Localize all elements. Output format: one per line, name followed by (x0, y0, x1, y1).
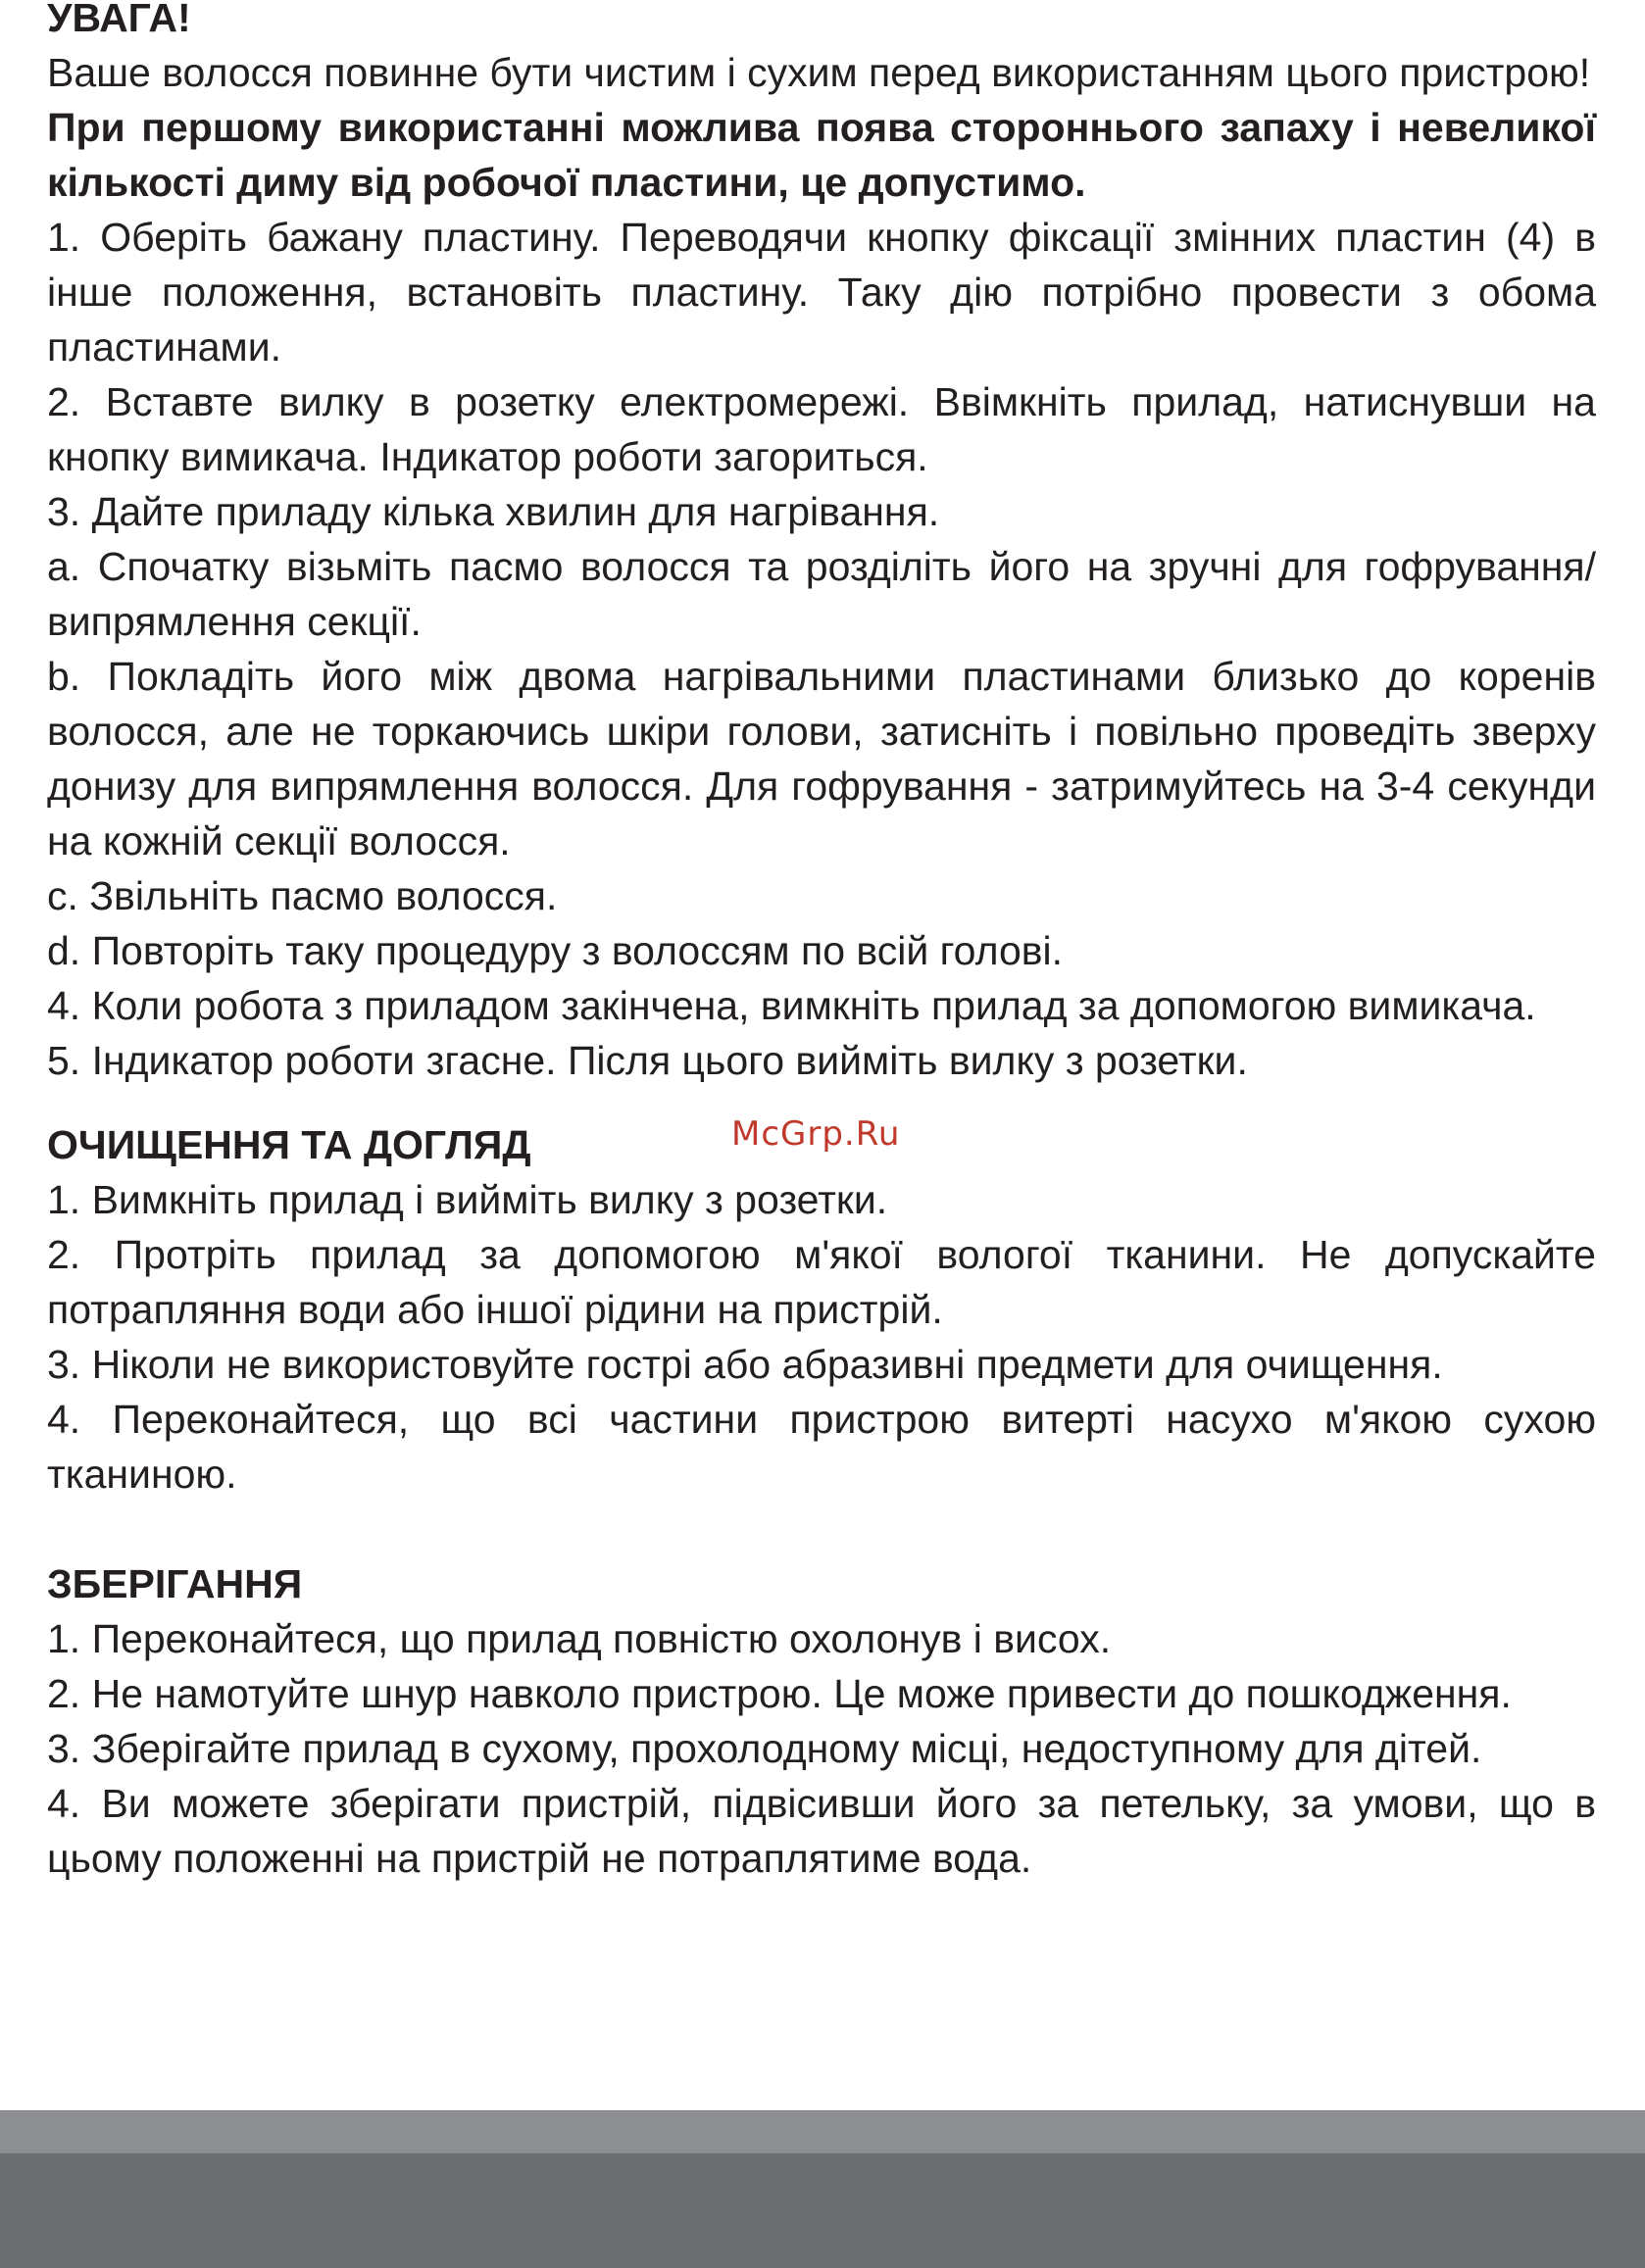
step-3c: c. Звільніть пасмо волосся. (47, 873, 558, 918)
storage-title: ЗБЕРІГАННЯ (47, 1561, 303, 1606)
step-2: 2. Вставте вилку в розетку електромережі. Ввімкніть прилад, натиснувши на кнопку вимикача. Індикатор роботи загориться. (47, 379, 1596, 479)
warning-text: Ваше волосся повинне бути чистим і сухим перед використанням цього пристрою! (47, 50, 1591, 95)
step-5: 5. Індикатор роботи згасне. Після цього вийміть вилку з розетки. (47, 1038, 1248, 1083)
warning-bold-text: При першому використанні можлива поява стороннього запаху і невеликої кількості диму від робочої пластини, це допустимо. (47, 105, 1596, 205)
storage-item-1: 1. Переконайтеся, що прилад повністю охолонув і висох. (47, 1616, 1112, 1661)
cleaning-section (47, 1117, 1596, 1502)
footer-band-light (0, 2110, 1645, 2153)
step-1: 1. Оберіть бажану пластину. Переводячи кнопку фіксації змінних пластин (4) в інше положення, встановіть пластину. Таку дію потрібно провести з обома пластинами. (47, 215, 1596, 370)
step-3: 3. Дайте приладу кілька хвилин для нагрівання. (47, 489, 940, 534)
watermark-text: McGrp.Ru (731, 1114, 901, 1154)
cleaning-item-4: 4. Переконайтеся, що всі частини пристрою витерті насухо м'якою сухою тканиною. (47, 1397, 1596, 1497)
manual-page (47, 0, 1596, 1886)
footer-band-dark (0, 2153, 1645, 2268)
warning-title: УВАГА! (47, 0, 191, 40)
step-3a: a. Спочатку візьміть пасмо волосся та розділіть його на зручні для гофрування/випрямлення секції. (47, 544, 1596, 644)
warning-section (47, 0, 1596, 210)
cleaning-item-3: 3. Ніколи не використовуйте гострі або абразивні предмети для очищення. (47, 1342, 1443, 1387)
usage-steps (47, 210, 1596, 1088)
cleaning-item-2: 2. Протріть прилад за допомогою м'якої вологої тканини. Не допускайте потрапляння води або іншої рідини на пристрій. (47, 1232, 1596, 1332)
step-3b: b. Покладіть його між двома нагрівальними пластинами близько до коренів волосся, але не торкаючись шкіри голови, затисніть і повільно проведіть зверху донизу для випрямлення волосся. Для гофрування - затримуйтесь на 3-4 секунди на кожній секції волосся. (47, 654, 1596, 863)
storage-item-4: 4. Ви можете зберігати пристрій, підвісивши його за петельку, за умови, що в цьому положенні на пристрій не потраплятиме вода. (47, 1781, 1596, 1881)
step-3d: d. Повторіть таку процедуру з волоссям по всій голові. (47, 928, 1064, 973)
storage-item-2: 2. Не намотуйте шнур навколо пристрою. Це може привести до пошкодження. (47, 1671, 1512, 1716)
cleaning-title: ОЧИЩЕННЯ ТА ДОГЛЯД (47, 1122, 531, 1167)
cleaning-item-1: 1. Вимкніть прилад і вийміть вилку з розетки. (47, 1177, 888, 1222)
step-4: 4. Коли робота з приладом закінчена, вимкніть прилад за допомогою вимикача. (47, 983, 1536, 1028)
storage-section (47, 1556, 1596, 1886)
storage-item-3: 3. Зберігайте прилад в сухому, прохолодному місці, недоступному для дітей. (47, 1726, 1482, 1771)
